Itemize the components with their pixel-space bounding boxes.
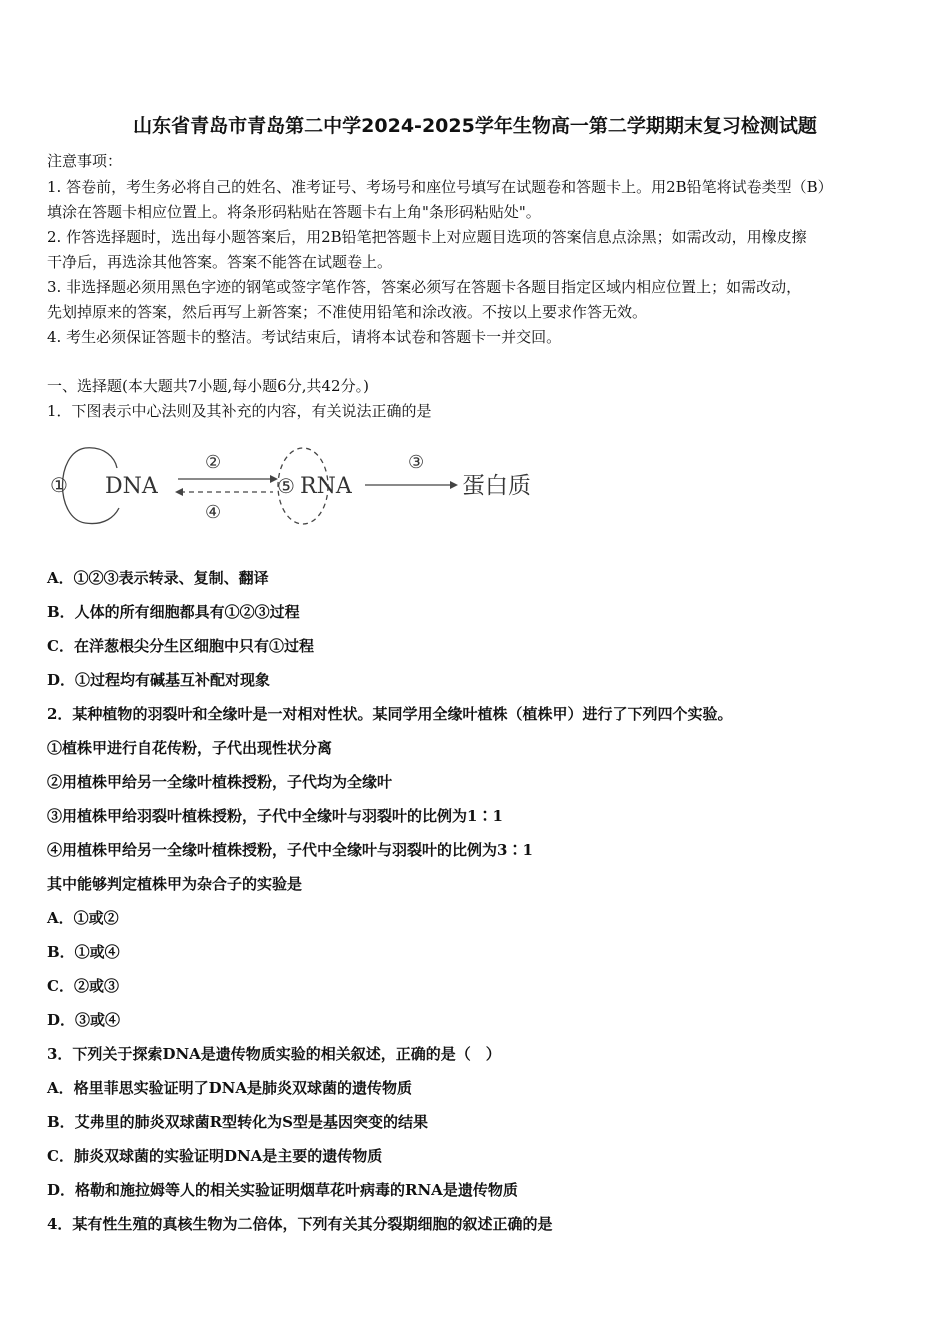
q1-option-d: D．①过程均有碱基互补配对现象: [47, 671, 271, 689]
q3-option-b: B．艾弗里的肺炎双球菌R型转化为S型是基因突变的结果: [47, 1113, 428, 1131]
label-3: ③: [408, 452, 425, 473]
q2-experiment: ②用植株甲给另一全缘叶植株授粉，子代均为全缘叶: [47, 773, 393, 791]
q2-option-d: D．③或④: [47, 1011, 121, 1029]
q1-option-b: B．人体的所有细胞都具有①②③过程: [47, 603, 300, 621]
label-dna: DNA: [105, 474, 158, 499]
q2-experiment: ④用植株甲给另一全缘叶植株授粉，子代中全缘叶与羽裂叶的比例为3∶1: [47, 841, 533, 859]
notice-line: 4. 考生必须保证答题卡的整洁。考试结束后，请将本试卷和答题卡一并交回。: [47, 328, 562, 346]
label-4: ④: [205, 502, 222, 523]
q2-experiment: ①植株甲进行自花传粉，子代出现性状分离: [47, 739, 333, 757]
label-protein: 蛋白质: [462, 473, 531, 499]
q2-option-a: A．①或②: [47, 909, 119, 927]
q2-option-b: B．①或④: [47, 943, 120, 961]
page-title: 山东省青岛市青岛第二中学2024-2025学年生物高一第二学期期末复习检测试题: [133, 115, 817, 137]
q2-option-c: C．②或③: [47, 977, 119, 995]
notice-heading: 注意事项：: [47, 152, 123, 170]
notice-line: 3. 非选择题必须用黑色字迹的钢笔或签字笔作答，答案必须写在答题卡各题目指定区域内相应位置上；如需改动，: [47, 278, 802, 296]
section-heading: 一、选择题(本大题共7小题,每小题6分,共42分。): [47, 377, 369, 395]
q1-option-a: A．①②③表示转录、复制、翻译: [47, 569, 269, 587]
notice-line: 填涂在答题卡相应位置上。将条形码粘贴在答题卡右上角"条形码粘贴处"。: [47, 203, 541, 221]
q2-experiment: ③用植株甲给羽裂叶植株授粉，子代中全缘叶与羽裂叶的比例为1∶1: [47, 807, 503, 825]
central-dogma-diagram: [45, 438, 555, 533]
question-3-stem: 3．下列关于探索DNA是遗传物质实验的相关叙述，正确的是（ ）: [47, 1045, 501, 1063]
notice-line: 2. 作答选择题时，选出每小题答案后，用2B铅笔把答题卡上对应题目选项的答案信息点涂黑；如需改动，用橡皮擦: [47, 228, 807, 246]
q3-option-d: D．格勒和施拉姆等人的相关实验证明烟草花叶病毒的RNA是遗传物质: [47, 1181, 518, 1199]
q1-option-c: C．在洋葱根尖分生区细胞中只有①过程: [47, 637, 314, 655]
q2-question: 其中能够判定植株甲为杂合子的实验是: [47, 875, 303, 893]
label-2: ②: [205, 452, 222, 473]
q3-option-a: A．格里菲思实验证明了DNA是肺炎双球菌的遗传物质: [47, 1079, 412, 1097]
question-4-stem: 4．某有性生殖的真核生物为二倍体，下列有关其分裂期细胞的叙述正确的是: [47, 1215, 553, 1233]
notice-line: 干净后，再选涂其他答案。答案不能答在试题卷上。: [47, 253, 393, 271]
label-rna: RNA: [300, 474, 352, 499]
label-5: ⑤: [277, 474, 295, 498]
notice-line: 先划掉原来的答案，然后再写上新答案；不准使用铅笔和涂改液。不按以上要求作答无效。: [47, 303, 648, 321]
notice-line: 1. 答卷前，考生务必将自己的姓名、准考证号、考场号和座位号填写在试题卷和答题卡上。用2B铅笔将试卷类型（B）: [47, 178, 833, 196]
question-2-stem: 2．某种植物的羽裂叶和全缘叶是一对相对性状。某同学用全缘叶植株（植株甲）进行了下列四个实验。: [47, 705, 733, 723]
q3-option-c: C．肺炎双球菌的实验证明DNA是主要的遗传物质: [47, 1147, 383, 1165]
label-1: ①: [50, 473, 68, 497]
question-1-stem: 1．下图表示中心法则及其补充的内容，有关说法正确的是: [47, 402, 432, 420]
